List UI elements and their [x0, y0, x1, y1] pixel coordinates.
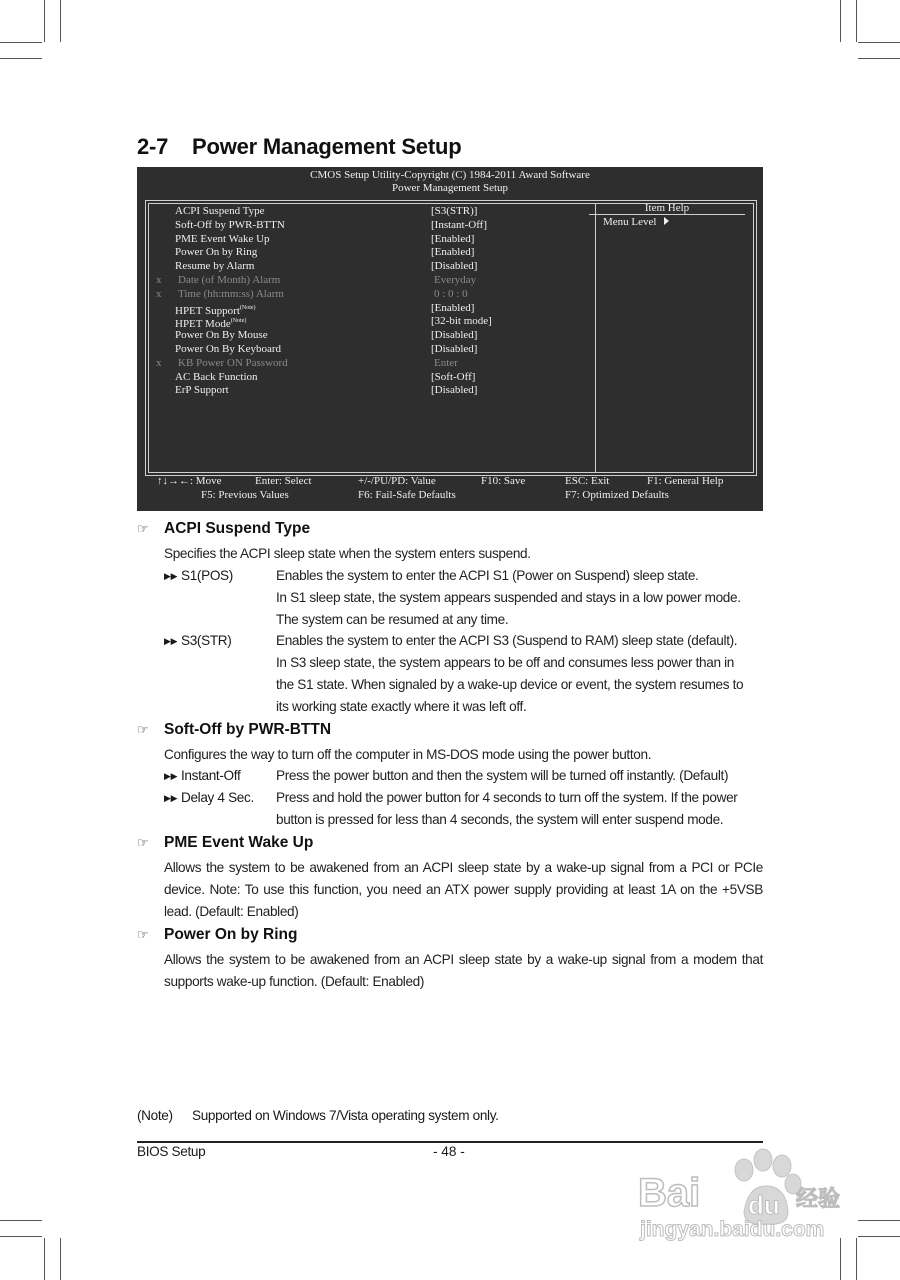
page-number: - 48 - [433, 1144, 465, 1159]
key-f1: F1: General Help [647, 475, 724, 487]
watermark-url: jingyan.baidu.com [640, 1218, 825, 1241]
bios-screen [137, 167, 763, 511]
bios-header [137, 167, 763, 195]
item-help-title: Item Help [589, 202, 745, 215]
bios-item-label: Power On By Mouse [175, 329, 268, 342]
crop-mark [840, 0, 841, 42]
option-s1 [164, 565, 233, 587]
section-heading-pme [137, 833, 313, 853]
section-heading-acpi [137, 519, 310, 539]
bios-item-value[interactable]: [Soft-Off] [431, 370, 476, 383]
key-f5: F5: Previous Values [201, 489, 289, 501]
crop-mark [856, 1238, 857, 1280]
bios-item-name [175, 218, 285, 232]
menu-level-label: Menu Level [603, 216, 657, 228]
bios-item-label: PME Event Wake Up [175, 232, 270, 245]
option-text: In S1 sleep state, the system appears suspended and stays in a low power mode. [276, 590, 741, 605]
bios-item-value[interactable]: [Enabled] [431, 232, 475, 245]
bios-item-name [175, 370, 258, 384]
option-text: Press and hold the power button for 4 seconds to turn off the system. If the power [276, 790, 738, 805]
bios-item-name [178, 287, 284, 301]
double-arrow-icon: ▶▶ [164, 571, 178, 581]
option-text: The system can be resumed at any time. [276, 612, 509, 627]
key-value: +/-/PU/PD: Value [358, 475, 436, 487]
bios-item-label: Power On By Keyboard [175, 343, 282, 355]
option-text: Press the power button and then the system will be turned off instantly. (Default) [276, 768, 729, 783]
option-text: Enables the system to enter the ACPI S1 (Power on Suspend) sleep state. [276, 568, 699, 583]
option-text: Enables the system to enter the ACPI S3 (Suspend to RAM) sleep state (default). [276, 633, 738, 648]
crop-mark [0, 42, 42, 43]
heading-text: Soft-Off by PWR-BTTN [164, 721, 332, 738]
crop-mark [60, 0, 61, 42]
option-text: the S1 state. When signaled by a wake-up device or event, the system resumes to [276, 677, 744, 692]
bios-item-value[interactable]: [Disabled] [431, 343, 478, 355]
bios-item-value[interactable]: [32-bit mode] [431, 315, 492, 328]
hand-pointer-icon: ☞ [137, 521, 149, 536]
key-f10: F10: Save [481, 475, 526, 487]
option-instant-off [164, 765, 240, 787]
option-text: its working state exactly where it was left off. [276, 699, 527, 714]
bios-item-label: Resume by Alarm [175, 260, 255, 273]
bios-item-label: Time (hh:mm:ss) Alarm [178, 287, 284, 300]
note-text: Supported on Windows 7/Vista operating system only. [192, 1108, 499, 1123]
hand-pointer-icon: ☞ [137, 722, 149, 737]
bios-copyright: CMOS Setup Utility-Copyright (C) 1984-2011 Award Software [310, 169, 590, 181]
bios-item-value[interactable]: [Disabled] [431, 260, 478, 273]
bios-item-value: Everyday [434, 274, 477, 286]
disabled-marker: x [156, 287, 162, 300]
bios-item-name [175, 383, 229, 397]
option-s3 [164, 630, 231, 652]
bios-item-label: HPET Support [175, 304, 240, 317]
bios-item-name [178, 356, 288, 370]
bios-item-name [175, 245, 257, 259]
baidu-paw-logo [636, 1142, 848, 1244]
double-arrow-icon: ▶▶ [164, 771, 178, 781]
bios-item-name [178, 273, 280, 287]
crop-mark [858, 1236, 900, 1237]
section-heading-softoff [137, 720, 331, 740]
watermark-brand-2: du [748, 1190, 780, 1220]
crop-mark [0, 1236, 42, 1237]
bios-item-name [175, 204, 264, 218]
bios-item-value[interactable]: [Enabled] [431, 301, 475, 314]
bios-item-name [175, 342, 281, 356]
section-title: Power Management Setup [192, 134, 462, 159]
key-esc: ESC: Exit [565, 475, 610, 487]
hand-pointer-icon: ☞ [137, 835, 149, 850]
bios-item-value[interactable]: [S3(STR)] [431, 205, 478, 217]
footer-chapter: BIOS Setup [137, 1144, 206, 1159]
option-delay-4-sec [164, 787, 254, 809]
baidu-watermark [636, 1142, 848, 1244]
hand-pointer-icon: ☞ [137, 927, 149, 942]
bios-item-name [175, 328, 268, 342]
crop-mark [60, 1238, 61, 1280]
bios-item-label: ACPI Suspend Type [175, 205, 265, 217]
note-superscript: (Note) [239, 304, 256, 311]
bios-divider [595, 204, 596, 472]
item-help-text [603, 216, 669, 229]
bios-item-name [175, 259, 254, 273]
crop-mark [44, 0, 45, 42]
crop-mark [0, 58, 42, 59]
pme-description: Allows the system to be awakened from an ACPI sleep state by a wake-up signal from a PCI or PCIe device. Note: To use this function, you need an ATX power supply providing at least 1A on the +5VSB lead. (Default: Enabled) [164, 860, 763, 919]
bios-item-label: KB Power ON Password [178, 356, 288, 369]
key-move: ↑↓→←: Move [157, 475, 222, 487]
heading-text: Power On by Ring [164, 926, 298, 943]
bios-item-value: Enter [434, 356, 458, 369]
bios-item-value: 0 : 0 : 0 [434, 287, 468, 300]
option-text: In S3 sleep state, the system appears to be off and consumes less power than in [276, 655, 734, 670]
bios-item-label: ErP Support [175, 384, 229, 397]
option-label: S3(STR) [181, 633, 232, 648]
bios-item-label: Date (of Month) Alarm [178, 274, 281, 286]
bios-item-label: HPET Mode [175, 318, 231, 331]
bios-key-legend [137, 474, 763, 504]
watermark-brand: Bai [638, 1171, 701, 1215]
crop-mark [858, 42, 900, 43]
section-heading-ring [137, 925, 297, 945]
bios-item-label: Soft-Off by PWR-BTTN [175, 218, 285, 231]
crop-mark [856, 0, 857, 42]
crop-mark [840, 1238, 841, 1280]
bios-menu-title: Power Management Setup [391, 182, 509, 194]
watermark-cn: 经验 [796, 1187, 841, 1212]
heading-text: ACPI Suspend Type [164, 520, 311, 537]
softoff-description: Configures the way to turn off the computer in MS-DOS mode using the power button. [164, 747, 652, 762]
bios-item-label: Power On by Ring [175, 246, 258, 259]
disabled-marker: x [156, 274, 162, 286]
note-label: (Note) [137, 1108, 173, 1123]
crop-mark [858, 58, 900, 59]
crop-mark [44, 1238, 45, 1280]
bios-item-value[interactable]: [Disabled] [431, 384, 478, 397]
acpi-description: Specifies the ACPI sleep state when the system enters suspend. [164, 546, 531, 561]
double-arrow-icon: ▶▶ [164, 636, 178, 646]
bios-item-value[interactable]: [Disabled] [431, 329, 478, 342]
heading-text: PME Event Wake Up [164, 834, 314, 851]
option-label: Delay 4 Sec. [181, 790, 254, 805]
key-enter: Enter: Select [255, 475, 312, 487]
key-f7: F7: Optimized Defaults [565, 489, 669, 501]
option-text: button is pressed for less than 4 seconds, the system will enter suspend mode. [276, 812, 724, 827]
bios-item-label: AC Back Function [175, 370, 258, 383]
triangle-right-icon [664, 217, 669, 225]
bios-item-value[interactable]: [Instant-Off] [431, 218, 487, 231]
section-number: 2-7 [137, 134, 169, 159]
note-superscript: (Note) [230, 318, 247, 325]
double-arrow-icon: ▶▶ [164, 793, 178, 803]
option-label: S1(POS) [181, 568, 233, 583]
crop-mark [0, 1220, 42, 1221]
option-label: Instant-Off [181, 768, 241, 783]
crop-mark [858, 1220, 900, 1221]
key-f6: F6: Fail-Safe Defaults [358, 489, 456, 501]
ring-description: Allows the system to be awakened from an ACPI sleep state by a wake-up signal from a modem that supports wake-up function. (Default: Enabled) [164, 952, 763, 989]
bios-item-name [175, 232, 270, 246]
disabled-marker: x [156, 356, 162, 369]
bios-item-value[interactable]: [Enabled] [431, 246, 475, 259]
page-title [137, 134, 461, 160]
